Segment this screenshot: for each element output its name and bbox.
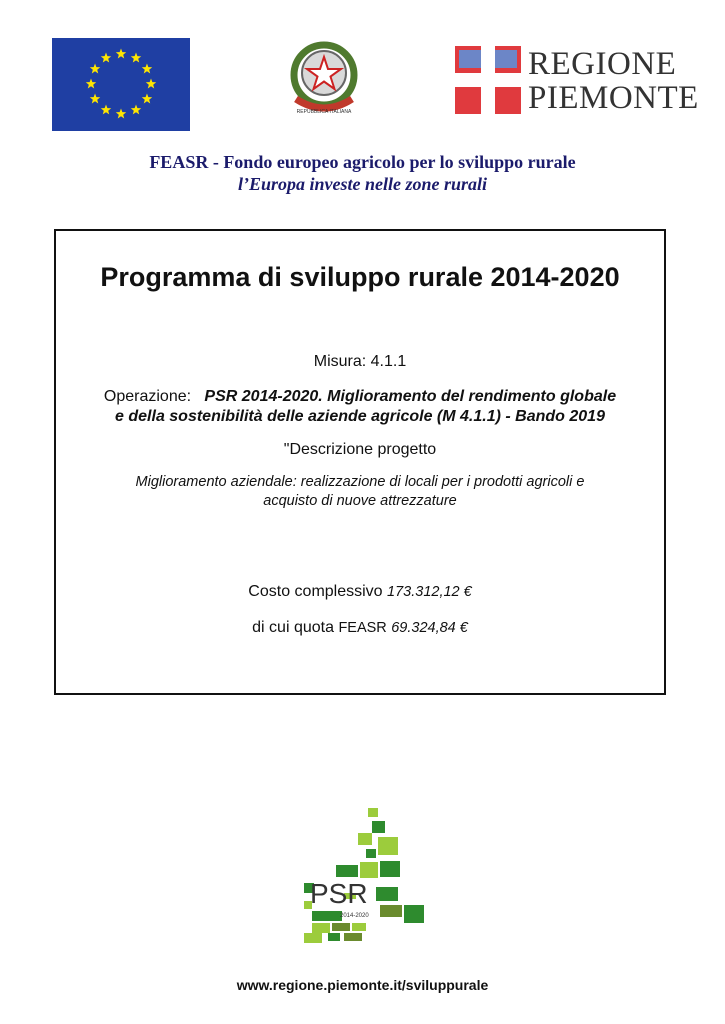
feasr-title: FEASR - Fondo europeo agricolo per lo sviluppo rurale [149,152,576,172]
region-name-line2: PIEMONTE [528,80,699,116]
quota-line [56,619,664,637]
feasr-slogan: l’Europa investe nelle zone rurali [237,174,488,194]
project-info-box [54,229,666,695]
descrizione-line2: acquisto di nuove attrezzature [263,493,457,509]
region-name-line1: REGIONE [528,46,677,82]
costo-line [56,583,664,601]
descrizione-text [56,473,664,511]
costo-label: Costo complessivo [248,583,383,600]
footer-url[interactable]: www.regione.piemonte.it/sviluppurale [236,977,489,993]
quota-value: 69.324,84 € [391,620,468,636]
operazione-text-line1: PSR 2014-2020. Miglioramento del rendimento globale [204,388,617,405]
quota-feasr: FEASR [338,620,387,636]
costo-value: 173.312,12 € [387,584,472,600]
misura-label: Misura: [313,353,367,370]
descrizione-title: "Descrizione progetto [283,441,437,458]
psr-logo [300,805,430,945]
italian-republic-emblem-icon [284,37,364,117]
eu-flag-icon [52,38,190,131]
psr-logo-years: 2014-2020 [340,913,369,919]
misura-line [56,353,664,371]
quota-label: di cui quota [252,619,334,636]
operazione-block [56,387,664,427]
regione-piemonte-logo [455,46,699,116]
program-title: Programma di sviluppo rurale 2014-2020 [100,262,620,292]
emblem-text: REPUBBLICA ITALIANA [296,109,352,115]
misura-value: 4.1.1 [370,353,407,370]
descrizione-line1: Miglioramento aziendale: realizzazione di locali per i prodotti agricoli e [135,474,585,490]
psr-logo-text: PSR [310,878,368,909]
operazione-text-line2: e della sostenibilità delle aziende agricole (M 4.1.1) - Bando 2019 [115,408,605,425]
operazione-label: Operazione: [103,388,192,405]
piemonte-flag-icon [455,46,521,114]
